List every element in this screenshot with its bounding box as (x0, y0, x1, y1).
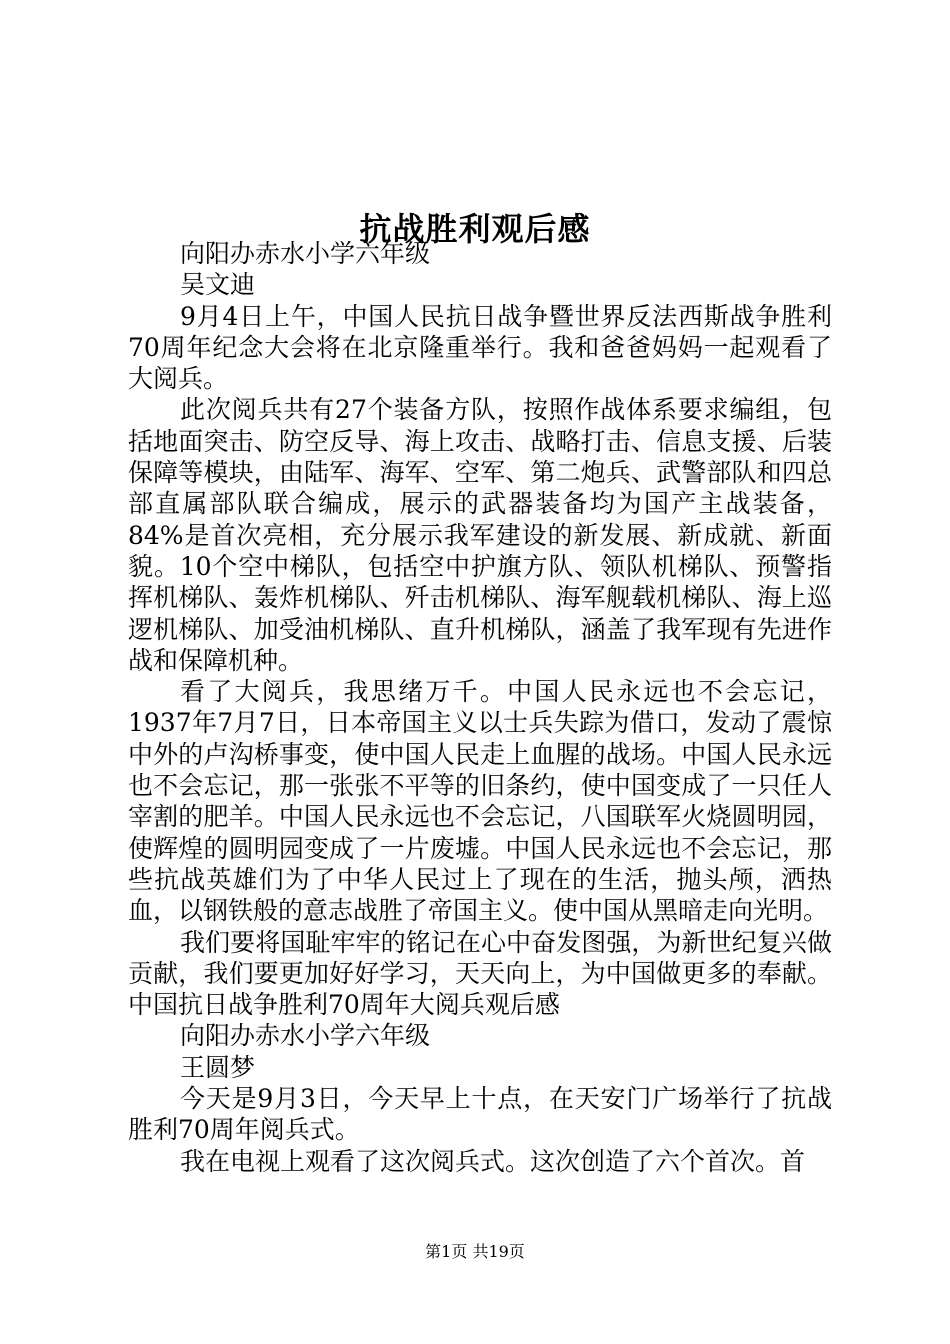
author-name: 吴文迪 (180, 270, 256, 300)
paragraph: 今天是9月3日，今天早上十点，在天安门广场举行了抗战胜利70周年阅兵式。 (128, 1084, 832, 1145)
school-name: 向阳办赤水小学六年级 (180, 239, 431, 268)
school-name: 向阳办赤水小学六年级 (180, 1021, 431, 1051)
paragraph: 我们要将国耻牢牢的铭记在心中奋发图强，为新世纪复兴做贡献，我们要更加好好学习，天天向上，为中国做更多的奉献。中国抗日战争胜利70周年大阅兵观后感 (128, 927, 832, 1020)
paragraph: 9月4日上午，中国人民抗日战争暨世界反法西斯战争胜利70周年纪念大会将在北京隆重举行。我和爸爸妈妈一起观看了大阅兵。 (128, 301, 832, 394)
author-name: 王圆梦 (180, 1052, 256, 1082)
page-footer: 第1页 共19页 (425, 1242, 525, 1261)
document-body (128, 238, 832, 1177)
paragraph: 此次阅兵共有27个装备方队，按照作战体系要求编组，包括地面突击、防空反导、海上攻击、战略打击、信息支援、后装保障等模块，由陆军、海军、空军、第二炮兵、武警部队和四总部直属部队联合编成，展示的武器装备均为国产主战装备，84%是首次亮相，充分展示我军建设的新发展、新成就、新面貌。10个空中梯队，包括空中护旗方队、领队机梯队、预警指挥机梯队、轰炸机梯队、歼击机梯队、海军舰载机梯队、海上巡逻机梯队、加受油机梯队、直升机梯队，涵盖了我军现有先进作战和保障机种。 (128, 395, 832, 675)
paragraph: 看了大阅兵，我思绪万千。中国人民永远也不会忘记，1937年7月7日，日本帝国主义以士兵失踪为借口，发动了震惊中外的卢沟桥事变，使中国人民走上血腥的战场。中国人民永远也不会忘记，那一张张不平等的旧条约，使中国变成了一只任人宰割的肥羊。中国人民永远也不会忘记，八国联军火烧圆明园，使辉煌的圆明园变成了一片废墟。中国人民永远也不会忘记，那些抗战英雄们为了中华人民过上了现在的生活，抛头颅，洒热血，以钢铁般的意志战胜了帝国主义。使中国从黑暗走向光明。 (128, 677, 832, 926)
paragraph: 我在电视上观看了这次阅兵式。这次创造了六个首次。首 (180, 1146, 806, 1176)
document-title: 抗战胜利观后感 (359, 210, 591, 249)
